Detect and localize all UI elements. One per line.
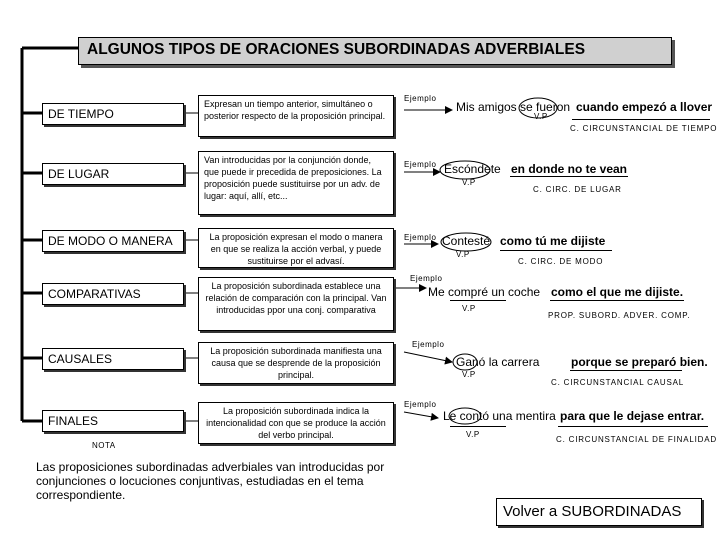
arrow-causales	[404, 352, 452, 362]
vp-label: V.P	[456, 250, 470, 259]
underline	[550, 300, 684, 301]
example-subordinate-clause: porque se preparó bien.	[571, 355, 708, 369]
ejemplo-label: Ejemplo	[404, 160, 437, 169]
description-tiempo: Expresan un tiempo anterior, simultáneo o posterior respecto de la proposición principal.	[198, 95, 394, 137]
category-label: C. CIRCUNSTANCIAL CAUSAL	[551, 378, 684, 387]
description-causales: La proposición subordinada manifiesta una causa que se desprende de la proposición principal.	[198, 342, 394, 384]
ejemplo-label: Ejemplo	[410, 274, 443, 283]
nota-label: NOTA	[92, 441, 116, 450]
category-label: PROP. SUBORD. ADVER. COMP.	[548, 311, 691, 320]
example-subordinate-clause: para que le dejase entrar.	[560, 409, 705, 423]
example-subordinate-clause: como tú me dijiste	[500, 234, 606, 248]
type-label: FINALES	[48, 414, 99, 428]
vp-label: V.P	[462, 304, 476, 313]
type-label: DE LUGAR	[48, 167, 110, 181]
ejemplo-label: Ejemplo	[404, 400, 437, 409]
underline	[500, 250, 612, 251]
underline	[450, 300, 506, 301]
example-main-clause: Contesté	[442, 234, 491, 248]
arrow-finales	[404, 412, 438, 418]
underline	[572, 119, 710, 120]
type-box-comparativas	[42, 283, 184, 305]
description-lugar: Van introducidas por la conjunción donde, que puede ir precedida de preposiciones. La proposición puede sustituirse por un adv. de lugar: aquí, allí, etc...	[198, 151, 394, 215]
vp-label: V.P	[462, 370, 476, 379]
underline	[570, 370, 682, 371]
vp-label: V.P	[462, 178, 476, 187]
type-label: DE TIEMPO	[48, 107, 114, 121]
back-button-label: Volver a SUBORDINADAS	[503, 503, 682, 520]
category-label: C. CIRCUNSTANCIAL DE TIEMPO	[570, 124, 718, 133]
example-main-clause: Ganó la carrera	[456, 355, 540, 369]
type-box-tiempo	[42, 103, 184, 125]
vp-label: V.P	[534, 112, 548, 121]
example-subordinate-clause: como el que me dijiste.	[551, 285, 684, 299]
ejemplo-label: Ejemplo	[404, 233, 437, 242]
category-label: C. CIRCUNSTANCIAL DE FINALIDAD	[556, 435, 717, 444]
title-box	[78, 37, 672, 65]
vp-label: V.P	[466, 430, 480, 439]
example-subordinate-clause: cuando empezó a llover	[576, 100, 713, 114]
example-main-clause: Escóndete	[444, 162, 501, 176]
ejemplo-label: Ejemplo	[412, 340, 445, 349]
page-title: ALGUNOS TIPOS DE ORACIONES SUBORDINADAS ADVERBIALES	[87, 41, 586, 58]
example-subordinate-clause: en donde no te vean	[511, 162, 628, 176]
example-main-clause: Le contó una mentira	[443, 409, 556, 423]
description-modo: La proposición expresan el modo o manera en que se realiza la acción verbal, y puede sustituirse por el advasí.	[198, 228, 394, 268]
type-box-causales	[42, 348, 184, 370]
ejemplo-label: Ejemplo	[404, 94, 437, 103]
underline	[450, 426, 506, 427]
example-main-clause: Me compré un coche	[428, 285, 541, 299]
type-box-lugar	[42, 163, 184, 185]
note-text: Las proposiciones subordinadas adverbiales van introducidas por conjunciones o locuciones conjuntivas, estudiadas en el tema correspondiente.	[36, 460, 385, 502]
category-label: C. CIRC. DE MODO	[518, 257, 604, 266]
type-label: CAUSALES	[48, 352, 113, 366]
type-label: DE MODO O MANERA	[48, 234, 173, 248]
description-comparativas: La proposición subordinada establece una relación de comparación con la principal. Van introducidas ppor una conj. comparativa	[198, 277, 394, 331]
category-label: C. CIRC. DE LUGAR	[533, 185, 622, 194]
underline	[510, 176, 628, 177]
underline	[558, 426, 708, 427]
example-main-clause: Mis amigos se fueron	[456, 100, 571, 114]
description-finales: La proposición subordinada indica la intencionalidad con que se produce la acción del verbo principal.	[198, 402, 394, 444]
back-to-subordinadas-button[interactable]	[496, 498, 702, 526]
type-label: COMPARATIVAS	[48, 287, 141, 301]
type-box-modo	[42, 230, 184, 252]
type-box-finales	[42, 410, 184, 432]
